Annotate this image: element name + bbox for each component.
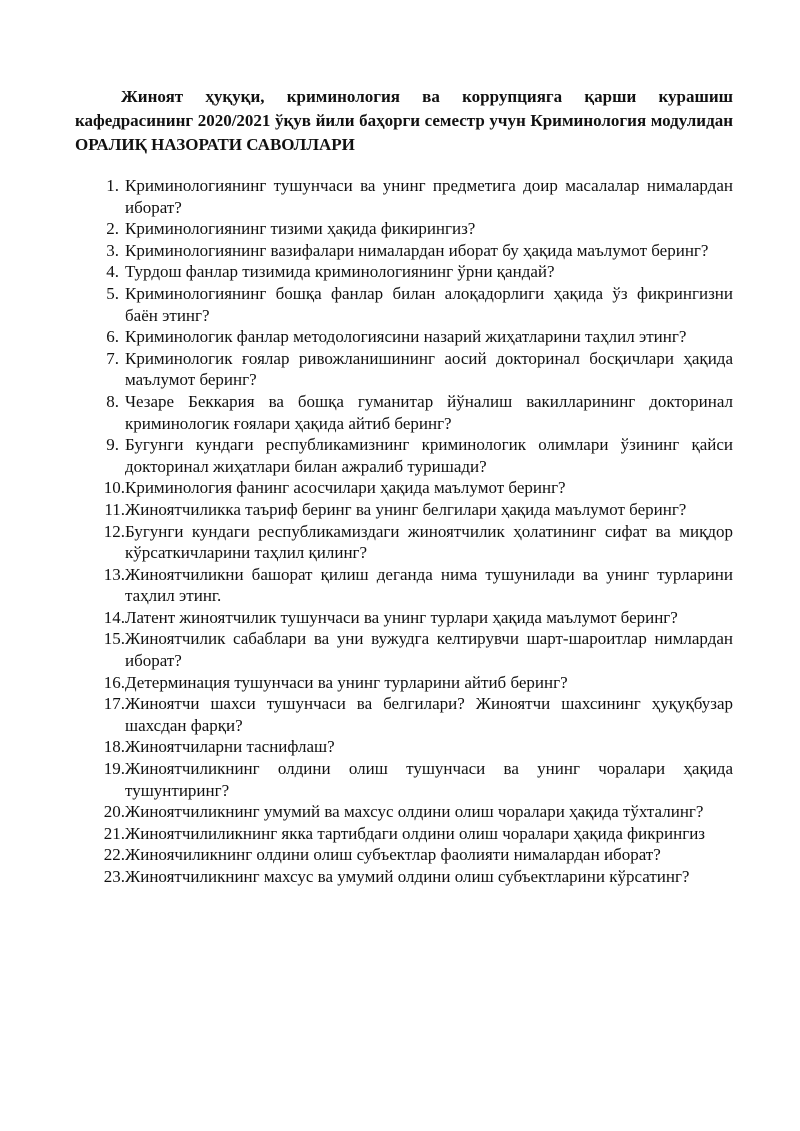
question-number: 20. [103,802,125,822]
question-text: Жиноятчиликка таъриф беринг ва унинг белгилари ҳақида маълумот беринг? [125,499,687,519]
question-text: Криминологиянинг тушунчаси ва унинг предметига доир масалалар нималардан иборат? [125,176,733,217]
question-number: 3. [106,240,119,260]
question-number: 12. [103,521,125,541]
question-text: Жиноячиликнинг олдини олиш субъектлар фаолияти нималардан иборат? [125,845,661,865]
question-number: 2. [106,219,119,239]
question-item [75,326,733,348]
question-text: Жиноятчиларни таснифлаш? [125,737,335,757]
question-number: 14. [103,607,125,627]
question-item [75,844,733,866]
question-item [75,628,733,671]
question-number: 5. [106,283,119,303]
question-text: Латент жиноятчилик тушунчаси ва унинг турлари ҳақида маълумот беринг? [125,607,678,627]
question-text: Криминологиянинг тизими ҳақида фикирингиз? [125,219,476,239]
question-item [75,499,733,521]
question-item [75,823,733,845]
question-text: Турдош фанлар тизимида криминологиянинг ўрни қандай? [125,262,555,282]
question-text: Криминология фанинг асосчилари ҳақида маълумот беринг? [125,478,566,498]
questions-list [75,175,733,888]
question-number: 6. [106,327,119,347]
question-number: 23. [103,867,125,886]
question-number: 8. [106,391,119,411]
question-text: Жиноятчи шахси тушунчаси ва белгилари? Жиноятчи шахсининг ҳуқуқбузар шахсдан фарқи? [125,694,733,735]
question-item [75,283,733,326]
question-item [75,607,733,629]
question-item [75,434,733,477]
question-item [75,175,733,218]
question-item [75,218,733,240]
question-text: Бугунги кундаги республикамизнинг криминологик олимлари ўзининг қайси докторинал жиҳатлари билан ажралиб туришади? [125,435,733,476]
question-number: 4. [106,262,119,282]
question-item [75,348,733,391]
question-text: Детерминация тушунчаси ва унинг турларини айтиб беринг? [125,672,568,692]
question-item [75,240,733,262]
question-item [75,801,733,823]
question-number: 11. [104,499,125,519]
question-text: Жиноятчиликни башорат қилиш деганда нима тушунилади ва унинг турларини таҳлил этинг. [125,564,733,606]
question-number: 13. [103,564,125,584]
question-number: 10. [103,478,125,498]
question-text: Криминологик ғоялар ривожланишининг аосий докторинал босқичлари ҳақида маълумот беринг? [125,348,733,390]
question-item [75,521,733,564]
question-text: Жиноятчиликнинг умумий ва махсус олдини олиш чоралари ҳақида тўхталинг? [125,802,704,822]
question-number: 22. [103,845,125,865]
question-number: 7. [106,348,119,368]
question-text: Криминологик фанлар методологиясини назарий жиҳатларини таҳлил этинг? [125,327,687,347]
question-number: 19. [103,759,125,779]
question-text: Криминологиянинг вазифалари нималардан иборат бу ҳақида маълумот беринг? [125,240,709,260]
question-item [75,758,733,801]
question-text: Бугунги кундаги республикамиздаги жиноятчилик ҳолатининг сифат ва миқдор кўрсаткичларини таҳлил қилинг? [125,521,733,563]
question-item [75,391,733,434]
question-text: Криминологиянинг бошқа фанлар билан алоқадорлиги ҳақида ўз фикрингизни баён этинг? [125,283,733,325]
question-text: Жиноятчиликнинг махсус ва умумий олдини олиш субъектларини кўрсатинг? [125,867,690,886]
document-heading: Жиноят ҳуқуқи, криминология ва коррупцияга қарши курашиш кафедрасининг 2020/2021 ўқув йили баҳорги семестр учун Криминология модулидан ОРАЛИҚ НАЗОРАТИ САВОЛЛАРИ [75,87,733,154]
question-text: Жиноятчилик сабаблари ва уни вужудга келтирувчи шарт-шароитлар нимлардан иборат? [125,629,733,671]
question-number: 21. [103,823,125,843]
question-item [75,672,733,694]
question-text: Чезаре Беккария ва бошқа гуманитар йўналиш вакилларининг докторинал криминологик ғоялари ҳақида айтиб беринг? [125,391,733,433]
question-text: Жиноятчилиликнинг якка тартибдаги олдини олиш чоралари ҳақида фикрингиз [125,823,706,843]
question-item [75,866,733,888]
question-text: Жиноятчиликнинг олдини олиш тушунчаси ва унинг чоралари ҳақида тушунтиринг? [125,759,733,800]
question-number: 9. [106,435,119,455]
question-item [75,736,733,758]
question-item [75,477,733,499]
question-item [75,693,733,736]
question-number: 15. [103,629,125,649]
question-number: 17. [103,694,125,714]
question-item [75,564,733,607]
question-number: 18. [103,737,125,757]
question-item [75,261,733,283]
question-number: 1. [106,176,119,195]
question-number: 16. [103,672,125,692]
